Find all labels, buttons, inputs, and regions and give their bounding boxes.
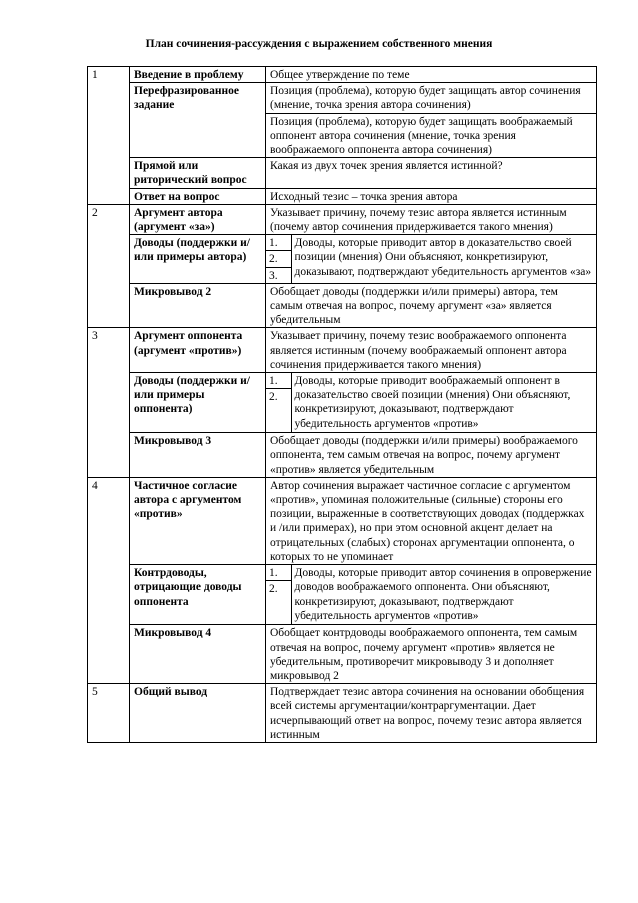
section-label: Контрдоводы, отрицающие доводы оппонента <box>130 565 266 625</box>
section-description: Какая из двух точек зрения является истинной? <box>266 158 597 188</box>
section-description: Автор сочинения выражает частичное согласие с аргументом «против», упоминая положительные (сильные) стороны его позиции, выраженные в соответствующих доводах (поддержках и /или примерах), но при этом основной акцент делает на отрицательных (слабых) сторонах аргументации оппонента, о которых то не упоминает <box>266 477 597 564</box>
table-row <box>88 684 597 743</box>
table-row <box>88 158 597 188</box>
section-description: Общее утверждение по теме <box>266 67 597 83</box>
table-row <box>88 235 597 284</box>
table-row <box>88 373 597 433</box>
section-number: 3 <box>88 328 130 477</box>
section-description-cell <box>266 565 597 625</box>
document-title: План сочинения-рассуждения с выражением собственного мнения <box>145 38 493 50</box>
section-label: Общий вывод <box>130 684 266 743</box>
table-row <box>88 565 597 625</box>
section-description: Исходный тезис – точка зрения автора <box>266 188 597 204</box>
section-number: 1 <box>88 67 130 205</box>
section-label: Микровывод 2 <box>130 283 266 328</box>
table-row <box>88 433 597 478</box>
table-row <box>88 283 597 328</box>
table-row <box>88 204 597 234</box>
section-label: Частичное согласие автора с аргументом «против» <box>130 477 266 564</box>
section-label: Доводы (поддержки и/или примеры оппонента) <box>130 373 266 433</box>
section-description: Доводы, которые приводит автор в доказательство своей позиции (мнения) Они объясняют, конкретизируют, доказывают, подтверждают убедительность аргументов «за» <box>294 237 592 278</box>
section-description: Позиция (проблема), которую будет защищать воображаемый оппонент автора сочинения (мнение, точка зрения воображаемого оппонента автора сочинения) <box>266 113 597 158</box>
section-description: Обобщает доводы (поддержки и/или примеры) автора, тем самым отвечая на вопрос, почему аргумент «за» является убедительным <box>266 283 597 328</box>
section-description: Доводы, которые приводит воображаемый оппонент в доказательство своей позиции (мнения) Они объясняют, конкретизируют, доказывают, подтверждают убедительность аргументов «против» <box>294 375 571 430</box>
section-description-cell <box>266 373 597 433</box>
section-description: Подтверждает тезис автора сочинения на основании обобщения всей системы аргументации/контраргументации. Дает исчерпывающий ответ на вопрос, почему тезис автора является истинным <box>266 684 597 743</box>
numbered-subtable <box>266 373 596 432</box>
section-label: Перефразированное задание <box>130 83 266 158</box>
section-description: Доводы, которые приводит автор сочинения в опровержение доводов воображаемого оппонента. Они объясняют, конкретизируют, доказывают, подтверждают убедительность аргументов «против» <box>294 567 592 622</box>
table-row <box>88 477 597 564</box>
table-row <box>88 83 597 113</box>
item-number: 2. <box>266 389 291 433</box>
section-description: Указывает причину, почему тезис автора является истинным (почему автор сочинения придерживается такого мнения) <box>266 204 597 234</box>
section-description: Указывает причину, почему тезис воображаемого оппонента является истинным (почему воображаемый оппонент автора сочинения придерживается такого мнения) <box>266 328 597 373</box>
item-number: 2. <box>266 251 291 267</box>
numbered-subtable <box>266 235 596 283</box>
table-row <box>88 625 597 684</box>
table-row <box>88 188 597 204</box>
section-label: Прямой или риторический вопрос <box>130 158 266 188</box>
section-description: Обобщает контрдоводы воображаемого оппонента, тем самым отвечая на вопрос, почему аргумент «против» является не убедительным, противоречит микровыводу 3 и дополняет микровывод 2 <box>266 625 597 684</box>
section-label: Микровывод 4 <box>130 625 266 684</box>
item-number: 1. <box>266 373 291 389</box>
section-label: Ответ на вопрос <box>130 188 266 204</box>
section-description: Обобщает доводы (поддержки и/или примеры) воображаемого оппонента, тем самым отвечая на вопрос, почему аргумент «против» является убедительным <box>266 433 597 478</box>
numbered-subtable <box>266 565 596 624</box>
section-number: 2 <box>88 204 130 328</box>
item-number: 1. <box>266 565 291 581</box>
item-number: 1. <box>266 235 291 251</box>
table-row <box>88 67 597 83</box>
essay-plan-table <box>87 66 597 743</box>
item-number: 3. <box>266 267 291 283</box>
section-label: Микровывод 3 <box>130 433 266 478</box>
item-number: 2. <box>266 581 291 625</box>
section-number: 5 <box>88 684 130 743</box>
section-label: Введение в проблему <box>130 67 266 83</box>
section-number: 4 <box>88 477 130 683</box>
section-label: Аргумент автора (аргумент «за») <box>130 204 266 234</box>
section-label: Аргумент оппонента (аргумент «против») <box>130 328 266 373</box>
section-label: Доводы (поддержки и/или примеры автора) <box>130 235 266 284</box>
section-description-cell <box>266 235 597 284</box>
table-row <box>88 328 597 373</box>
section-description: Позиция (проблема), которую будет защищать автор сочинения (мнение, точка зрения автора сочинения) <box>266 83 597 113</box>
